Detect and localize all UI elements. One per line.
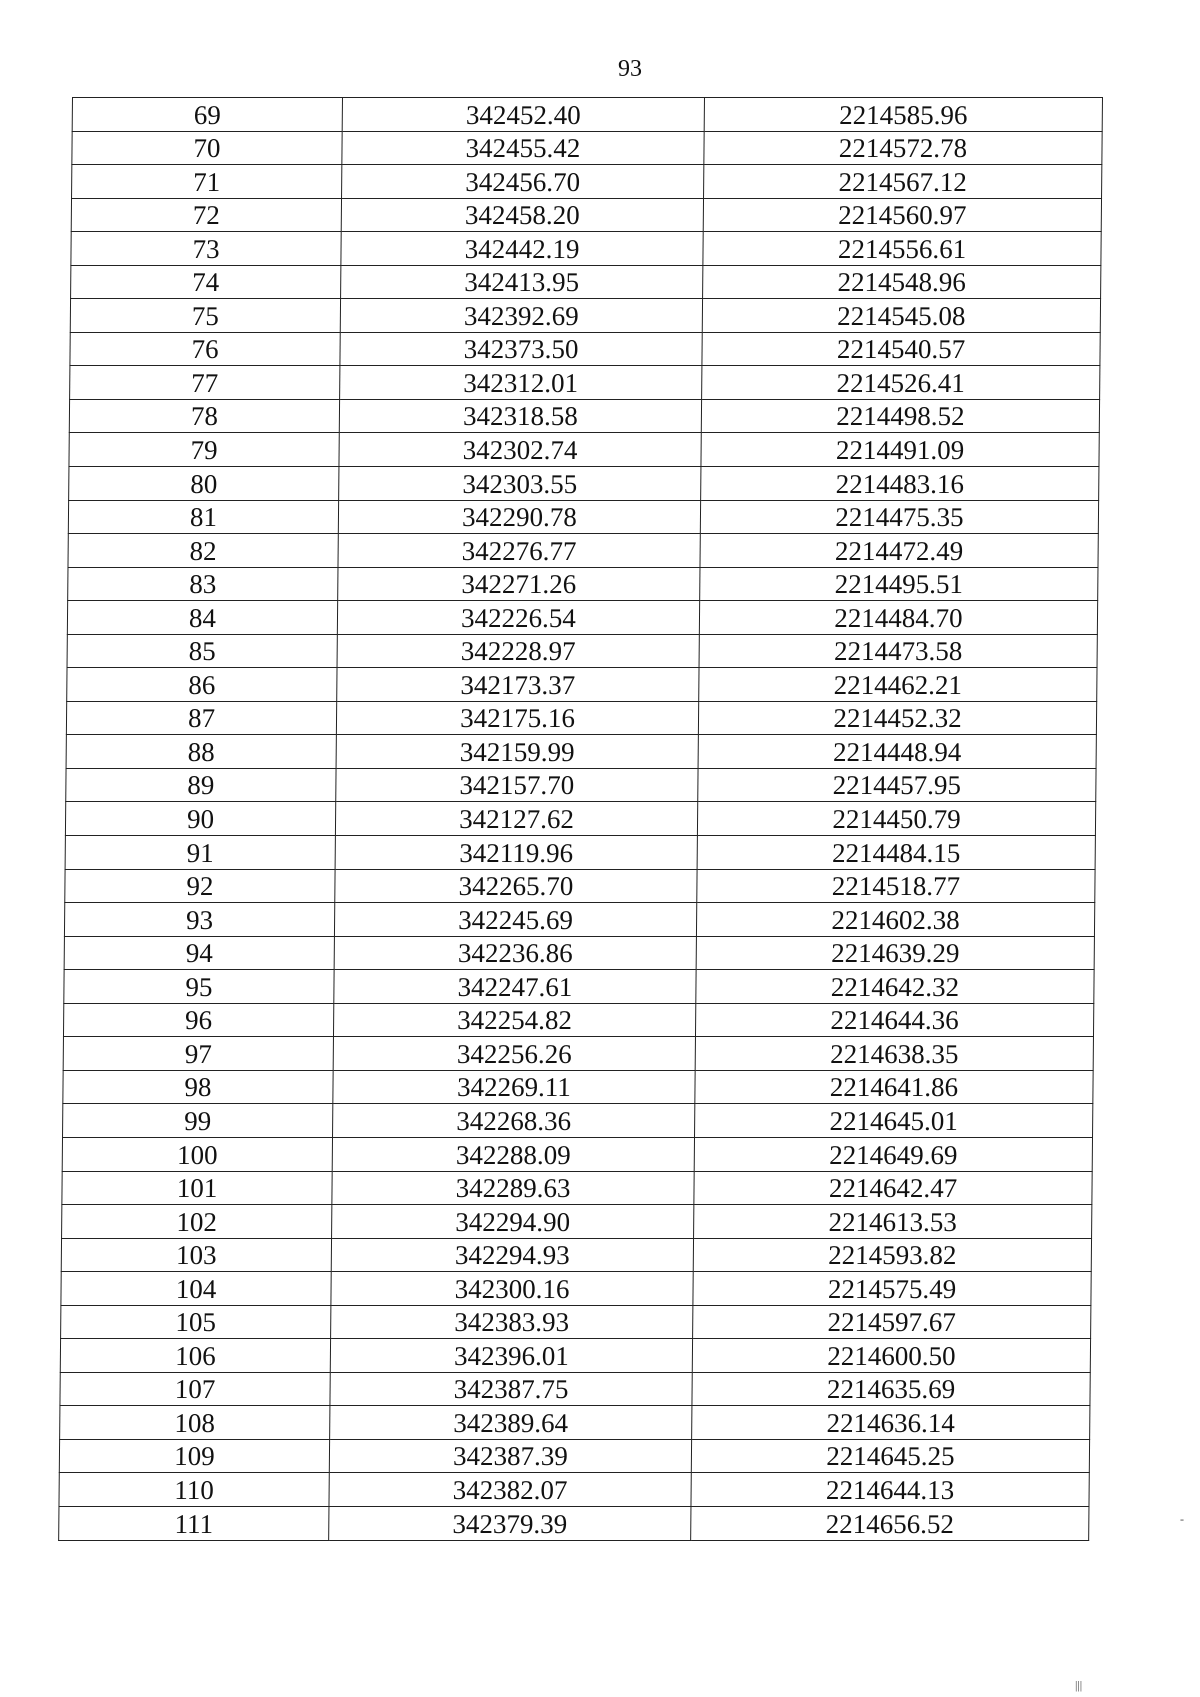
y-coordinate-cell: 2214472.49 xyxy=(700,534,1098,568)
point-number-cell: 103 xyxy=(61,1238,331,1272)
point-number-cell: 89 xyxy=(66,768,336,802)
point-number-cell: 92 xyxy=(65,869,335,903)
x-coordinate-cell: 342318.58 xyxy=(339,399,701,433)
table-row xyxy=(67,601,1097,635)
table-row xyxy=(60,1406,1090,1440)
x-coordinate-cell: 342373.50 xyxy=(340,332,702,366)
table-row xyxy=(63,1104,1093,1138)
y-coordinate-cell: 2214644.36 xyxy=(695,1003,1093,1037)
y-coordinate-cell: 2214560.97 xyxy=(703,198,1101,232)
y-coordinate-cell: 2214484.70 xyxy=(699,601,1097,635)
y-coordinate-cell: 2214495.51 xyxy=(700,567,1098,601)
x-coordinate-cell: 342389.64 xyxy=(330,1406,692,1440)
y-coordinate-cell: 2214572.78 xyxy=(704,131,1102,165)
y-coordinate-cell: 2214597.67 xyxy=(693,1305,1091,1339)
table-row xyxy=(63,1070,1093,1104)
table-row xyxy=(68,567,1098,601)
point-number-cell: 71 xyxy=(72,165,342,199)
table-row xyxy=(66,768,1096,802)
point-number-cell: 96 xyxy=(63,1003,333,1037)
x-coordinate-cell: 342226.54 xyxy=(337,601,699,635)
y-coordinate-cell: 2214473.58 xyxy=(699,634,1097,668)
x-coordinate-cell: 342413.95 xyxy=(341,265,703,299)
table-row xyxy=(65,869,1095,903)
y-coordinate-cell: 2214635.69 xyxy=(692,1372,1090,1406)
table-row xyxy=(61,1272,1091,1306)
point-number-cell: 85 xyxy=(67,634,337,668)
x-coordinate-cell: 342173.37 xyxy=(337,668,699,702)
x-coordinate-cell: 342119.96 xyxy=(335,836,697,870)
y-coordinate-cell: 2214638.35 xyxy=(695,1037,1093,1071)
x-coordinate-cell: 342294.90 xyxy=(332,1205,694,1239)
x-coordinate-cell: 342387.39 xyxy=(329,1439,691,1473)
margin-mark-right: - xyxy=(1180,1512,1184,1526)
y-coordinate-cell: 2214498.52 xyxy=(701,399,1099,433)
y-coordinate-cell: 2214457.95 xyxy=(698,768,1096,802)
table-row xyxy=(71,265,1101,299)
point-number-cell: 82 xyxy=(68,534,338,568)
point-number-cell: 70 xyxy=(72,131,342,165)
x-coordinate-cell: 342379.39 xyxy=(329,1506,691,1540)
y-coordinate-cell: 2214567.12 xyxy=(704,165,1102,199)
point-number-cell: 101 xyxy=(62,1171,332,1205)
point-number-cell: 91 xyxy=(65,836,335,870)
table-row xyxy=(72,165,1102,199)
point-number-cell: 93 xyxy=(64,903,334,937)
y-coordinate-cell: 2214636.14 xyxy=(692,1406,1090,1440)
point-number-cell: 72 xyxy=(71,198,341,232)
y-coordinate-cell: 2214642.32 xyxy=(696,970,1094,1004)
margin-mark-bottom: ||| xyxy=(1075,1678,1083,1692)
point-number-cell: 107 xyxy=(60,1372,330,1406)
point-number-cell: 102 xyxy=(62,1205,332,1239)
table-row xyxy=(65,836,1095,870)
point-number-cell: 111 xyxy=(59,1506,329,1540)
y-coordinate-cell: 2214649.69 xyxy=(694,1137,1092,1171)
table-row xyxy=(62,1205,1092,1239)
x-coordinate-cell: 342276.77 xyxy=(338,534,700,568)
y-coordinate-cell: 2214575.49 xyxy=(693,1272,1091,1306)
x-coordinate-cell: 342289.63 xyxy=(332,1171,694,1205)
table-row xyxy=(72,131,1102,165)
table-row xyxy=(69,467,1099,501)
point-number-cell: 69 xyxy=(72,98,342,132)
x-coordinate-cell: 342458.20 xyxy=(341,198,703,232)
point-number-cell: 105 xyxy=(61,1305,331,1339)
y-coordinate-cell: 2214491.09 xyxy=(701,433,1099,467)
table-row xyxy=(66,701,1096,735)
y-coordinate-cell: 2214593.82 xyxy=(693,1238,1091,1272)
y-coordinate-cell: 2214556.61 xyxy=(703,232,1101,266)
table-row xyxy=(59,1506,1089,1540)
x-coordinate-cell: 342452.40 xyxy=(342,98,704,132)
y-coordinate-cell: 2214484.15 xyxy=(697,836,1095,870)
point-number-cell: 78 xyxy=(69,399,339,433)
point-number-cell: 110 xyxy=(59,1473,329,1507)
point-number-cell: 100 xyxy=(62,1137,332,1171)
table-row xyxy=(64,903,1094,937)
y-coordinate-cell: 2214483.16 xyxy=(701,467,1099,501)
y-coordinate-cell: 2214585.96 xyxy=(704,98,1102,132)
y-coordinate-cell: 2214613.53 xyxy=(694,1205,1092,1239)
x-coordinate-cell: 342288.09 xyxy=(332,1137,694,1171)
x-coordinate-cell: 342302.74 xyxy=(339,433,701,467)
table-row xyxy=(67,634,1097,668)
table-row xyxy=(64,936,1094,970)
point-number-cell: 94 xyxy=(64,936,334,970)
point-number-cell: 84 xyxy=(67,601,337,635)
table-row xyxy=(63,1003,1093,1037)
y-coordinate-cell: 2214452.32 xyxy=(698,701,1096,735)
table-row xyxy=(60,1339,1090,1373)
x-coordinate-cell: 342303.55 xyxy=(339,467,701,501)
table-row xyxy=(69,433,1099,467)
x-coordinate-cell: 342256.26 xyxy=(333,1037,695,1071)
y-coordinate-cell: 2214641.86 xyxy=(695,1070,1093,1104)
point-number-cell: 86 xyxy=(67,668,337,702)
x-coordinate-cell: 342383.93 xyxy=(331,1305,693,1339)
x-coordinate-cell: 342455.42 xyxy=(342,131,704,165)
x-coordinate-cell: 342245.69 xyxy=(334,903,696,937)
point-number-cell: 75 xyxy=(70,299,340,333)
x-coordinate-cell: 342269.11 xyxy=(333,1070,695,1104)
x-coordinate-cell: 342236.86 xyxy=(334,936,696,970)
point-number-cell: 79 xyxy=(69,433,339,467)
y-coordinate-cell: 2214475.35 xyxy=(700,500,1098,534)
coordinates-table-body xyxy=(59,98,1103,1541)
y-coordinate-cell: 2214644.13 xyxy=(691,1473,1089,1507)
x-coordinate-cell: 342382.07 xyxy=(329,1473,691,1507)
x-coordinate-cell: 342265.70 xyxy=(335,869,697,903)
point-number-cell: 83 xyxy=(68,567,338,601)
y-coordinate-cell: 2214462.21 xyxy=(699,668,1097,702)
y-coordinate-cell: 2214602.38 xyxy=(696,903,1094,937)
point-number-cell: 81 xyxy=(68,500,338,534)
table-row xyxy=(64,970,1094,1004)
x-coordinate-cell: 342175.16 xyxy=(336,701,698,735)
y-coordinate-cell: 2214545.08 xyxy=(702,299,1100,333)
x-coordinate-cell: 342127.62 xyxy=(335,802,697,836)
x-coordinate-cell: 342268.36 xyxy=(333,1104,695,1138)
x-coordinate-cell: 342157.70 xyxy=(336,768,698,802)
x-coordinate-cell: 342392.69 xyxy=(340,299,702,333)
table-row xyxy=(68,500,1098,534)
table-row xyxy=(59,1473,1089,1507)
table-row xyxy=(68,534,1098,568)
table-row xyxy=(60,1372,1090,1406)
point-number-cell: 90 xyxy=(65,802,335,836)
table-row xyxy=(59,1439,1089,1473)
point-number-cell: 106 xyxy=(60,1339,330,1373)
point-number-cell: 109 xyxy=(59,1439,329,1473)
point-number-cell: 104 xyxy=(61,1272,331,1306)
table-row xyxy=(63,1037,1093,1071)
point-number-cell: 76 xyxy=(70,332,340,366)
point-number-cell: 95 xyxy=(64,970,334,1004)
table-row xyxy=(70,332,1100,366)
x-coordinate-cell: 342312.01 xyxy=(340,366,702,400)
x-coordinate-cell: 342442.19 xyxy=(341,232,703,266)
table-row xyxy=(67,668,1097,702)
y-coordinate-cell: 2214642.47 xyxy=(694,1171,1092,1205)
x-coordinate-cell: 342254.82 xyxy=(333,1003,695,1037)
x-coordinate-cell: 342396.01 xyxy=(330,1339,692,1373)
coordinates-table xyxy=(58,97,1103,1541)
y-coordinate-cell: 2214448.94 xyxy=(698,735,1096,769)
table-row xyxy=(61,1238,1091,1272)
point-number-cell: 99 xyxy=(63,1104,333,1138)
table-row xyxy=(62,1171,1092,1205)
x-coordinate-cell: 342294.93 xyxy=(331,1238,693,1272)
point-number-cell: 108 xyxy=(60,1406,330,1440)
y-coordinate-cell: 2214526.41 xyxy=(702,366,1100,400)
point-number-cell: 77 xyxy=(70,366,340,400)
table-row xyxy=(71,232,1101,266)
table-row xyxy=(69,399,1099,433)
x-coordinate-cell: 342290.78 xyxy=(338,500,700,534)
y-coordinate-cell: 2214548.96 xyxy=(703,265,1101,299)
y-coordinate-cell: 2214645.01 xyxy=(695,1104,1093,1138)
y-coordinate-cell: 2214645.25 xyxy=(691,1439,1089,1473)
y-coordinate-cell: 2214450.79 xyxy=(697,802,1095,836)
point-number-cell: 87 xyxy=(66,701,336,735)
table-row xyxy=(72,98,1102,132)
point-number-cell: 88 xyxy=(66,735,336,769)
point-number-cell: 98 xyxy=(63,1070,333,1104)
x-coordinate-cell: 342387.75 xyxy=(330,1372,692,1406)
x-coordinate-cell: 342456.70 xyxy=(342,165,704,199)
x-coordinate-cell: 342247.61 xyxy=(334,970,696,1004)
x-coordinate-cell: 342300.16 xyxy=(331,1272,693,1306)
point-number-cell: 80 xyxy=(69,467,339,501)
x-coordinate-cell: 342159.99 xyxy=(336,735,698,769)
y-coordinate-cell: 2214639.29 xyxy=(696,936,1094,970)
page-number: 93 xyxy=(618,56,642,82)
y-coordinate-cell: 2214656.52 xyxy=(691,1506,1089,1540)
point-number-cell: 74 xyxy=(71,265,341,299)
table-row xyxy=(61,1305,1091,1339)
table-row xyxy=(70,366,1100,400)
table-row xyxy=(66,735,1096,769)
table-row xyxy=(65,802,1095,836)
point-number-cell: 73 xyxy=(71,232,341,266)
x-coordinate-cell: 342228.97 xyxy=(337,634,699,668)
table-row xyxy=(62,1137,1092,1171)
table-row xyxy=(71,198,1101,232)
x-coordinate-cell: 342271.26 xyxy=(338,567,700,601)
point-number-cell: 97 xyxy=(63,1037,333,1071)
y-coordinate-cell: 2214600.50 xyxy=(692,1339,1090,1373)
y-coordinate-cell: 2214518.77 xyxy=(697,869,1095,903)
table-row xyxy=(70,299,1100,333)
y-coordinate-cell: 2214540.57 xyxy=(702,332,1100,366)
